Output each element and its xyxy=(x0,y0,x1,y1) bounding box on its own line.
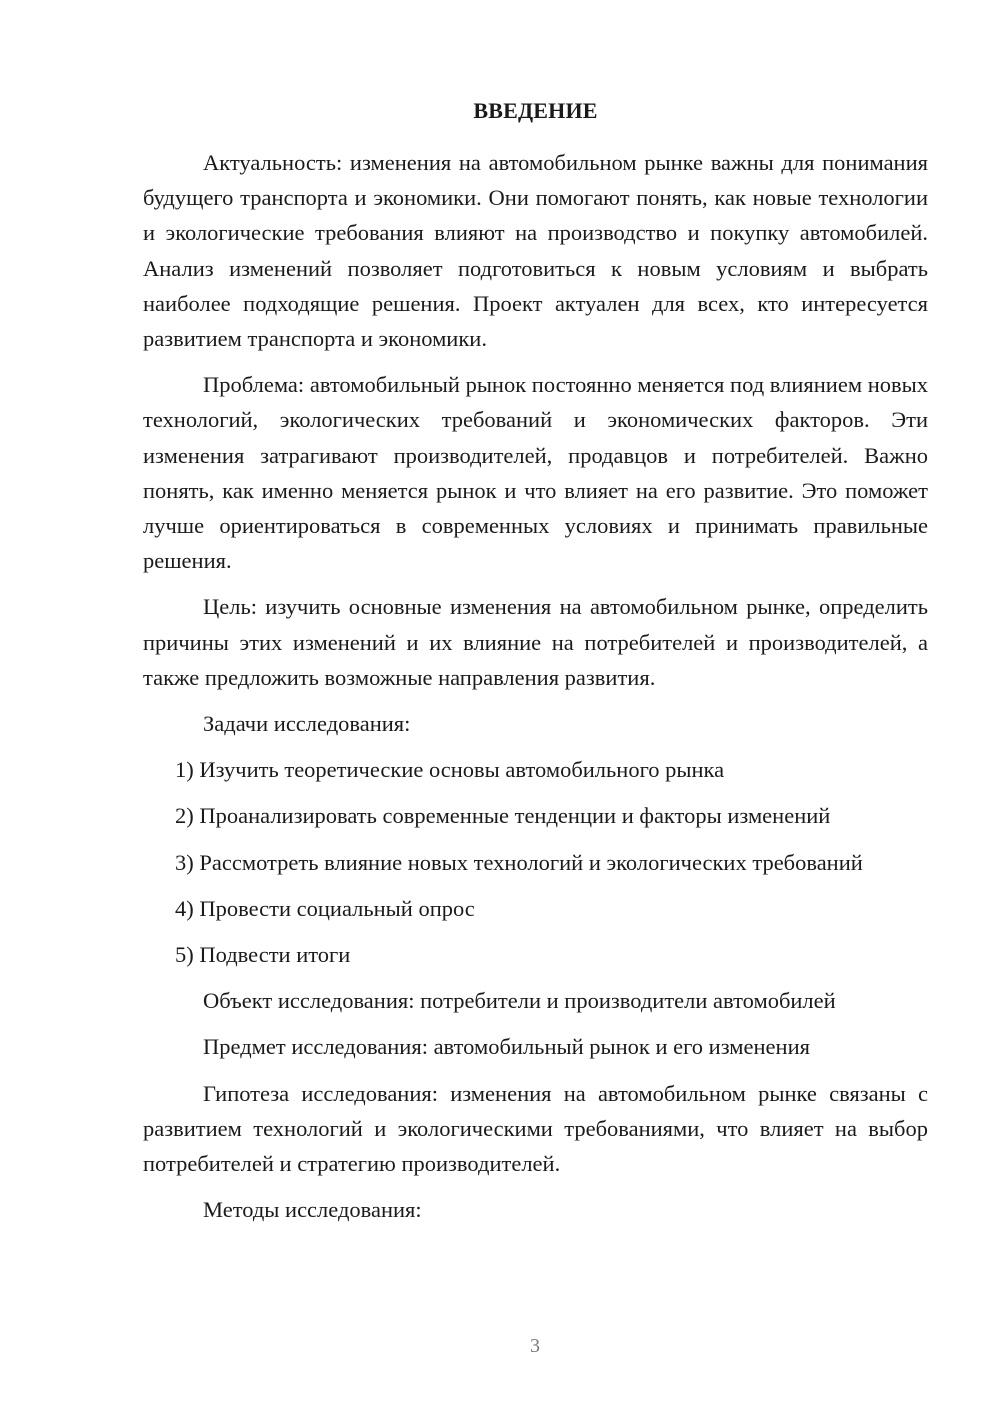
object-paragraph: Объект исследования: потребители и производители автомобилей xyxy=(203,988,836,1014)
page-content xyxy=(143,97,928,1227)
page-number: 3 xyxy=(530,1335,540,1357)
methods-title: Методы исследования: xyxy=(203,1197,422,1223)
section-heading: ВВЕДЕНИЕ xyxy=(473,98,598,123)
task-item: 3) Рассмотреть влияние новых технологий и экологических требований xyxy=(175,849,863,875)
task-item: 2) Проанализировать современные тенденции и факторы изменений xyxy=(175,803,831,829)
relevance-paragraph: Актуальность: изменения на автомобильном рынке важны для понимания будущего транспорта и экономики. Они помогают понять, как новые технологии и экологические требования влияют на производство и покупку автомобилей. Анализ изменений позволяет подготовиться к новым условиям и выбрать наиболее подходящие решения. Проект актуален для всех, кто интересуется развитием транспорта и экономики. xyxy=(143,150,928,352)
subject-paragraph: Предмет исследования: автомобильный рынок и его изменения xyxy=(203,1034,810,1060)
goal-paragraph: Цель: изучить основные изменения на автомобильном рынке, определить причины этих изменений и их влияние на потребителей и производителей, а также предложить возможные направления развития. xyxy=(143,594,928,690)
hypothesis-paragraph: Гипотеза исследования: изменения на автомобильном рынке связаны с развитием технологий и экологическими требованиями, что влияет на выбор потребителей и стратегию производителей. xyxy=(143,1080,928,1177)
task-item: 4) Провести социальный опрос xyxy=(175,895,475,921)
tasks-title: Задачи исследования: xyxy=(203,711,411,737)
task-item: 1) Изучить теоретические основы автомобильного рынка xyxy=(175,757,725,783)
task-item: 5) Подвести итоги xyxy=(175,942,351,968)
problem-paragraph: Проблема: автомобильный рынок постоянно меняется под влиянием новых технологий, экологических требований и экономических факторов. Эти изменения затрагивают производителей, продавцов и потребителей. Важно понять, как именно меняется рынок и что влияет на его развитие. Это поможет лучше ориентироваться в современных условиях и принимать правильные решения. xyxy=(143,372,928,574)
